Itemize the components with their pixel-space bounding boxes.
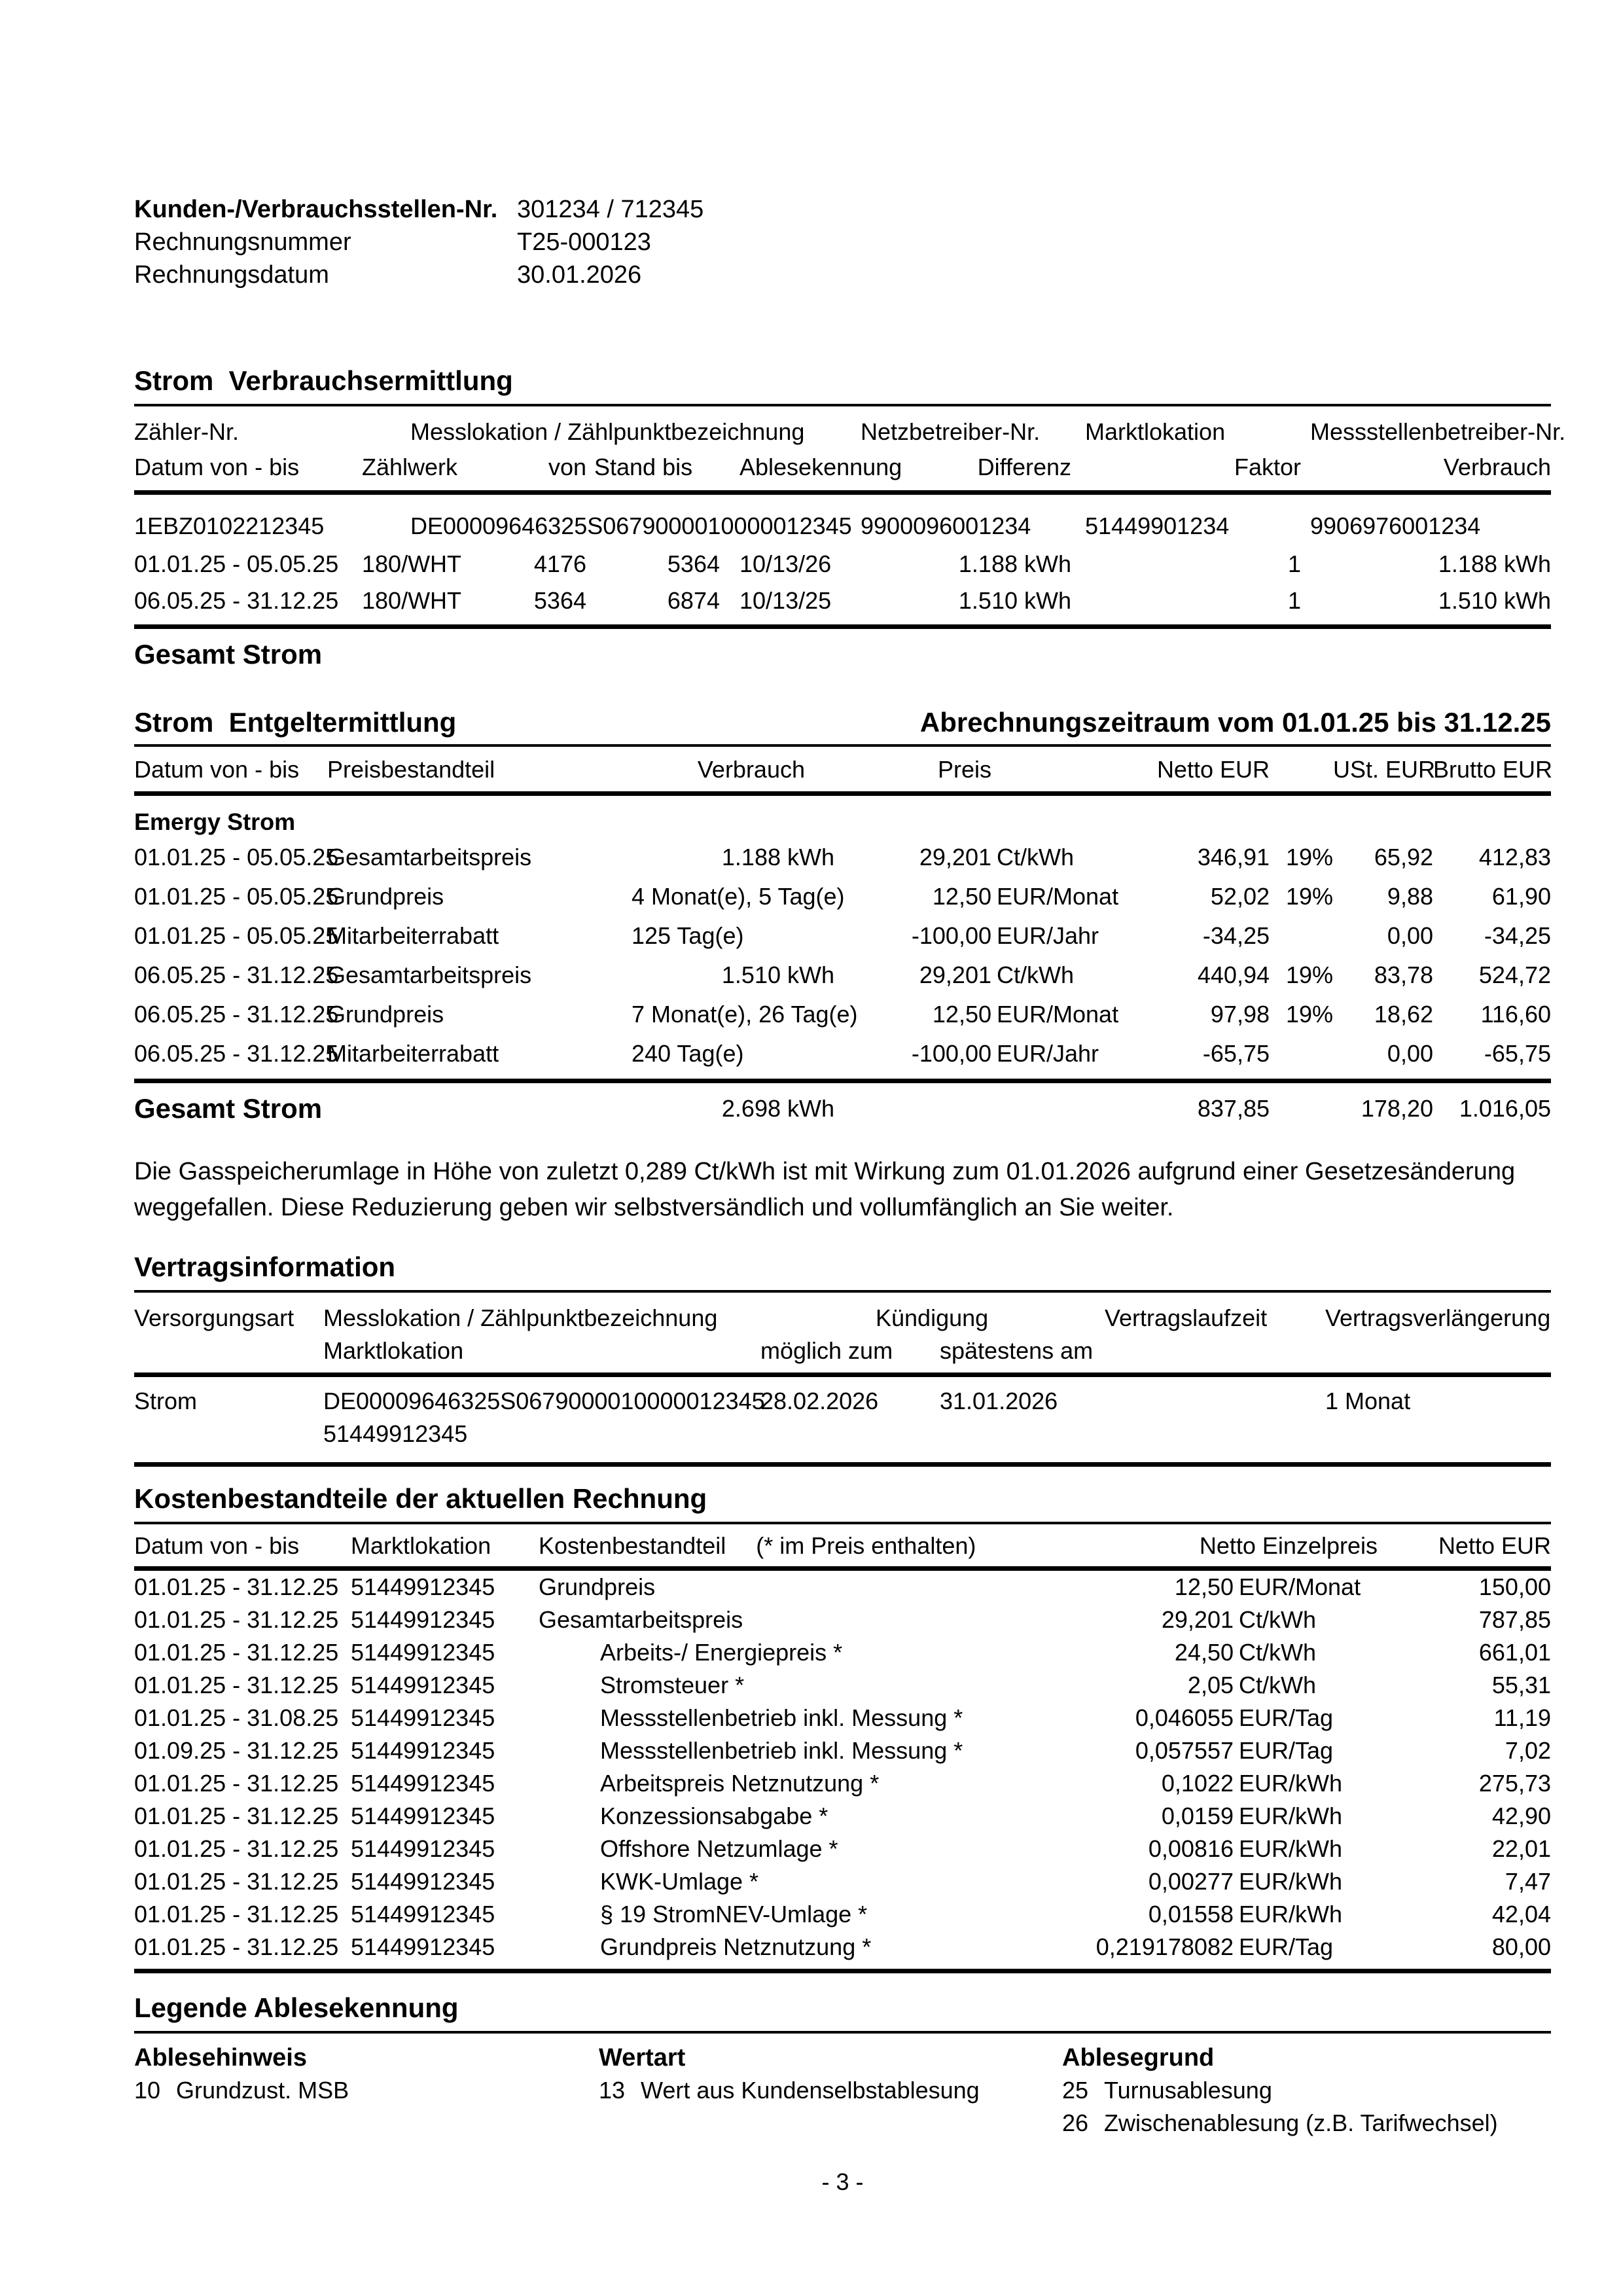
cell-einheit: Ct/kWh [1239, 1639, 1317, 1666]
cell-verbrauch: 240 Tag(e) [632, 1040, 744, 1067]
cell-differenz: 1.188 kWh [958, 550, 1071, 577]
cell-netto: 440,94 [1197, 961, 1270, 988]
cell-preis-einheit: EUR/Jahr [997, 1040, 1099, 1067]
cell-stand-von: 5364 [533, 587, 586, 614]
cell-brutto: 524,72 [1478, 961, 1551, 988]
cell-netto: 11,19 [1493, 1704, 1551, 1731]
cell-netto: 7,47 [1505, 1868, 1551, 1895]
section-head-entgeltermittlung [134, 706, 1551, 739]
cell-ust: 9,88 [1387, 883, 1433, 910]
cell-marktlokation: 51449912345 [351, 1573, 495, 1600]
divider [134, 1372, 1551, 1377]
verbrauch-header-row-2 [134, 450, 1551, 490]
charge-row [134, 877, 1551, 916]
cell-preis: 24,50 [1174, 1639, 1234, 1666]
spacer [134, 1418, 323, 1450]
col-vertragsverlaengerung: Vertragsverlängerung [1325, 1304, 1551, 1331]
cell-preisbestandteil: Grundpreis [327, 1001, 444, 1028]
cell-brutto: 61,90 [1491, 883, 1551, 910]
total-label: Gesamt Strom [134, 639, 323, 670]
cell-marktlokation: 51449912345 [351, 1606, 495, 1633]
meta-row-invoice-date [134, 259, 1551, 291]
verbrauch-total-row [134, 629, 1551, 677]
cost-row [134, 1734, 1551, 1767]
col-netto-einzelpreis: Netto Einzelpreis [1199, 1532, 1378, 1559]
legende-col-title: Ablesehinweis [134, 2044, 307, 2072]
cell-preis-einheit: Ct/kWh [997, 844, 1075, 870]
spacer [940, 1418, 1105, 1450]
cell-datum: 01.01.25 - 05.05.25 [134, 922, 339, 949]
spacer [1270, 1091, 1333, 1126]
cell-einheit: EUR/kWh [1239, 1835, 1343, 1862]
cell-netto: 7,02 [1505, 1737, 1551, 1764]
cell-preis-einheit: Ct/kWh [997, 961, 1075, 988]
legende-item [1062, 2074, 1551, 2107]
cell-preis: 0,0159 [1161, 1803, 1234, 1829]
col-marktlokation: Marktlokation [323, 1337, 464, 1364]
verbrauch-header-row-1 [134, 406, 1566, 450]
cost-row [134, 1898, 1551, 1931]
col-faktor: Faktor [1234, 454, 1301, 480]
legende-col-title: Wertart [599, 2044, 686, 2072]
cell-verbrauch: 1.188 kWh [1438, 550, 1551, 577]
invoice-number-label: Rechnungsnummer [134, 228, 351, 256]
cell-verbrauch: 125 Tag(e) [632, 922, 744, 949]
meta-row-invoice-number [134, 226, 1551, 259]
vertrag-header-row-2 [134, 1335, 1551, 1372]
cost-row [134, 1636, 1551, 1669]
spacer [991, 1091, 1122, 1126]
invoice-number-value: T25-000123 [517, 228, 651, 256]
cell-ust-satz [1270, 1034, 1333, 1073]
cell-netto: 42,04 [1491, 1901, 1551, 1928]
cell-preis: 0,00277 [1148, 1868, 1234, 1895]
cell-preis: -100,00 [911, 1040, 991, 1067]
cell-preisbestandteil: Grundpreis [327, 883, 444, 910]
divider [134, 490, 1551, 495]
cell-marktlokation: 51449912345 [351, 1835, 495, 1862]
cell-datum: 01.01.25 - 31.12.25 [134, 1901, 339, 1928]
cell-preis: 29,201 [1161, 1606, 1234, 1633]
cell-zaehlwerk: 180/WHT [362, 587, 462, 614]
legende-text: Zwischenablesung (z.B. Tarifwechsel) [1104, 2109, 1498, 2136]
cell-einheit: Ct/kWh [1239, 1672, 1317, 1698]
cell-marktlokation: 51449912345 [351, 1933, 495, 1960]
cell-netto: 52,02 [1210, 883, 1270, 910]
section-title-verbrauchsermittlung: Strom Verbrauchsermittlung [134, 365, 513, 396]
cell-ust: 83,78 [1374, 961, 1433, 988]
cell-datum: 06.05.25 - 31.12.25 [134, 1001, 339, 1028]
charge-row [134, 995, 1551, 1034]
cell-datum: 01.01.25 - 31.12.25 [134, 1803, 339, 1829]
col-spacer [1270, 755, 1333, 785]
col-marktlokation: Marktlokation [1085, 418, 1226, 445]
cell-marktlokation: 51449912345 [323, 1420, 468, 1447]
col-stand-von: von [548, 454, 586, 480]
section-title-entgeltermittlung: Strom Entgeltermittlung [134, 707, 457, 738]
col-verbrauch: Verbrauch [697, 756, 805, 783]
col-netto-eur: Netto EUR [1438, 1532, 1551, 1559]
cell-ust: 0,00 [1387, 1040, 1433, 1067]
cell-brutto: -34,25 [1484, 922, 1551, 949]
cell-bestandteil: Arbeits-/ Energiepreis * [600, 1639, 843, 1666]
zaehler-nr-value: 1EBZ0102212345 [134, 512, 325, 539]
cell-bestandteil: Messstellenbetrieb inkl. Messung * [600, 1704, 963, 1731]
legende-columns [134, 2034, 1551, 2140]
spacer [760, 1418, 940, 1450]
cell-ablesekennung: 10/13/25 [739, 587, 832, 614]
cell-netto: 80,00 [1491, 1933, 1551, 1960]
cell-zaehlwerk: 180/WHT [362, 550, 462, 577]
spacer [134, 1335, 323, 1367]
cost-row [134, 1604, 1551, 1636]
cell-messlokation: DE00009646325S0679000010000012345 [323, 1388, 765, 1414]
cell-ust-satz: 19% [1285, 883, 1333, 910]
vertrag-header-row-1 [134, 1293, 1551, 1335]
col-moeglich-zum: möglich zum [760, 1337, 893, 1364]
divider [134, 1566, 1551, 1571]
cell-vertragsverlaengerung: 1 Monat [1325, 1388, 1411, 1414]
cell-preis: 0,219178082 [1096, 1933, 1234, 1960]
legende-text: Turnusablesung [1104, 2077, 1272, 2104]
legende-col-wertart [599, 2034, 1062, 2107]
col-kuendigung: Kündigung [876, 1304, 989, 1331]
cell-verbrauch: 1.510 kWh [721, 961, 834, 988]
spacer [1325, 1335, 1551, 1367]
cell-marktlokation: 51449912345 [351, 1770, 495, 1797]
cost-row [134, 1931, 1551, 1964]
col-datum-von-bis: Datum von - bis [134, 756, 300, 783]
total-label: Gesamt Strom [134, 1093, 323, 1124]
col-messstellenbetreiber-nr: Messstellenbetreiber-Nr. [1310, 418, 1566, 445]
cell-einheit: EUR/kWh [1239, 1901, 1343, 1928]
cell-marktlokation: 51449912345 [351, 1803, 495, 1829]
netzbetreiber-value: 9900096001234 [861, 512, 1031, 539]
divider [134, 1969, 1551, 1973]
legende-item [1062, 2107, 1551, 2140]
cell-ust: 18,62 [1374, 1001, 1433, 1028]
cell-bestandteil: Arbeitspreis Netznutzung * [600, 1770, 880, 1797]
legende-text: Wert aus Kundenselbstablesung [641, 2077, 980, 2104]
spacer [1105, 1335, 1325, 1367]
cell-einheit: EUR/kWh [1239, 1770, 1343, 1797]
cell-ust-satz [1270, 916, 1333, 956]
cell-preis-einheit: EUR/Monat [997, 1001, 1119, 1028]
cell-datum: 01.01.25 - 05.05.25 [134, 550, 339, 577]
cell-datum: 01.01.25 - 31.12.25 [134, 1639, 339, 1666]
col-stand-bis: Stand bis [594, 454, 693, 480]
legende-item [599, 2074, 1062, 2107]
cell-datum: 06.05.25 - 31.12.25 [134, 1040, 339, 1067]
cell-bestandteil: Grundpreis [539, 1573, 656, 1600]
col-preisbestandteil: Preisbestandteil [327, 756, 495, 783]
section-title-legende: Legende Ablesekennung [134, 1992, 459, 2023]
cell-einheit: EUR/kWh [1239, 1868, 1343, 1895]
cell-preis: 12,50 [1174, 1573, 1234, 1600]
cell-preis: 29,201 [919, 844, 991, 870]
cell-preis: 0,046055 [1135, 1704, 1234, 1731]
col-kostenbestandteil [539, 1531, 1044, 1561]
cell-netto: 661,01 [1478, 1639, 1551, 1666]
col-brutto-eur: Brutto EUR [1433, 756, 1553, 783]
total-ust: 178,20 [1361, 1095, 1433, 1122]
cell-preis: 0,00816 [1148, 1835, 1234, 1862]
cell-einheit: EUR/Tag [1239, 1704, 1334, 1731]
cell-marktlokation: 51449912345 [351, 1901, 495, 1928]
cell-netto: 97,98 [1210, 1001, 1270, 1028]
divider [134, 1462, 1551, 1467]
legende-text: Grundzust. MSB [176, 2077, 349, 2104]
legende-code: 25 [1062, 2077, 1089, 2104]
spacer [1105, 1385, 1325, 1418]
cell-einheit: EUR/Tag [1239, 1737, 1334, 1764]
cell-preis: 0,057557 [1135, 1737, 1234, 1764]
charge-row [134, 916, 1551, 956]
col-spacer [991, 755, 1122, 785]
cell-bestandteil: Gesamtarbeitspreis [539, 1606, 743, 1633]
cell-marktlokation: 51449912345 [351, 1868, 495, 1895]
cost-row [134, 1767, 1551, 1800]
cell-netto: 787,85 [1478, 1606, 1551, 1633]
cost-row [134, 1865, 1551, 1898]
col-netzbetreiber-nr: Netzbetreiber-Nr. [861, 418, 1041, 445]
cell-datum: 01.01.25 - 31.12.25 [134, 1835, 339, 1862]
divider [134, 624, 1551, 629]
col-marktlokation: Marktlokation [351, 1532, 491, 1559]
cell-netto: 150,00 [1478, 1573, 1551, 1600]
cell-datum: 01.09.25 - 31.12.25 [134, 1737, 339, 1764]
contract-row-marktlokation [134, 1418, 1551, 1457]
cell-bestandteil: Offshore Netzumlage * [600, 1835, 838, 1862]
cell-datum: 01.01.25 - 31.12.25 [134, 1868, 339, 1895]
cell-preis-einheit: EUR/Jahr [997, 922, 1099, 949]
divider [134, 1079, 1551, 1083]
meta-row-customer-number [134, 193, 1551, 226]
cell-bestandteil: § 19 StromNEV-Umlage * [600, 1901, 868, 1928]
messlokation-value: DE00009646325S0679000010000012345 [410, 512, 852, 539]
cell-preis: -100,00 [911, 922, 991, 949]
cell-preis: 29,201 [919, 961, 991, 988]
cell-einheit: EUR/Monat [1239, 1573, 1361, 1600]
col-ablesekennung: Ablesekennung [739, 454, 902, 480]
legende-col-ablesehinweis [134, 2034, 599, 2107]
legende-code: 13 [599, 2077, 626, 2104]
cell-bestandteil: Grundpreis Netznutzung * [600, 1933, 872, 1960]
invoice-date-label: Rechnungsdatum [134, 261, 329, 289]
col-kostenbestandteil-label: Kostenbestandteil [539, 1532, 726, 1559]
cost-row [134, 1571, 1551, 1604]
contract-row [134, 1377, 1551, 1418]
cell-datum: 01.01.25 - 05.05.25 [134, 883, 339, 910]
cost-row [134, 1800, 1551, 1833]
cell-brutto: -65,75 [1484, 1040, 1551, 1067]
cell-netto: 22,01 [1491, 1835, 1551, 1862]
cell-ust: 0,00 [1387, 922, 1433, 949]
cell-datum: 06.05.25 - 31.12.25 [134, 961, 339, 988]
cell-marktlokation: 51449912345 [351, 1704, 495, 1731]
cell-datum: 01.01.25 - 31.12.25 [134, 1573, 339, 1600]
cell-bestandteil: Stromsteuer * [600, 1672, 745, 1698]
col-zaehlwerk: Zählwerk [362, 454, 458, 480]
kosten-header-row [134, 1524, 1551, 1566]
cell-marktlokation: 51449912345 [351, 1672, 495, 1698]
cell-bestandteil: KWK-Umlage * [600, 1868, 759, 1895]
charge-row [134, 1034, 1551, 1073]
cell-netto: 55,31 [1491, 1672, 1551, 1698]
legende-code: 10 [134, 2077, 161, 2104]
cell-datum: 01.01.25 - 05.05.25 [134, 844, 339, 870]
cell-netto: 346,91 [1197, 844, 1270, 870]
col-netto-eur: Netto EUR [1156, 756, 1270, 783]
col-messlokation: Messlokation / Zählpunktbezeichnung [323, 1304, 718, 1331]
cell-preis: 12,50 [932, 1001, 991, 1028]
cell-preis: 0,01558 [1148, 1901, 1234, 1928]
gasspeicherumlage-note: Die Gasspeicherumlage in Höhe von zuletzt 0,289 Ct/kWh ist mit Wirkung zum 01.01.2026 aufgrund einer Gesetzesänderung weggefallen. Diese Reduzierung geben wir selbstversändlich und vollumfänglich an Sie weiter. [134, 1158, 1516, 1221]
cell-versorgungsart: Strom [134, 1388, 198, 1414]
customer-number-value: 301234 / 712345 [517, 196, 704, 223]
cell-netto: -34,25 [1202, 922, 1270, 949]
col-differenz: Differenz [977, 454, 1071, 480]
reading-row [134, 583, 1551, 619]
spacer [1105, 1418, 1325, 1450]
cell-verbrauch: 1.188 kWh [721, 844, 834, 870]
col-ust-eur: USt. EUR [1333, 756, 1436, 783]
cell-verbrauch: 4 Monat(e), 5 Tag(e) [632, 883, 845, 910]
tariff-group-label: Emergy Strom [134, 808, 296, 835]
cell-ust-satz: 19% [1285, 961, 1333, 988]
section-title-kostenbestandteile: Kostenbestandteile der aktuellen Rechnung [134, 1483, 707, 1514]
invoice-meta-block [134, 193, 1551, 291]
cell-einheit: Ct/kWh [1239, 1606, 1317, 1633]
charge-row [134, 956, 1551, 995]
charge-row [134, 838, 1551, 877]
cell-datum: 01.01.25 - 31.12.25 [134, 1933, 339, 1960]
cell-preisbestandteil: Mitarbeiterrabatt [327, 922, 499, 949]
col-datum-von-bis: Datum von - bis [134, 1532, 300, 1559]
col-versorgungsart: Versorgungsart [134, 1304, 294, 1331]
total-brutto: 1.016,05 [1459, 1095, 1551, 1122]
cell-faktor: 1 [1287, 587, 1301, 614]
cell-faktor: 1 [1287, 550, 1301, 577]
invoice-date-value: 30.01.2026 [517, 261, 642, 289]
spacer [834, 1091, 991, 1126]
billing-period: Abrechnungszeitraum vom 01.01.25 bis 31.12.25 [919, 707, 1551, 738]
cell-einheit: EUR/Tag [1239, 1933, 1334, 1960]
entgelt-total-row [134, 1083, 1551, 1126]
col-zaehler-nr: Zähler-Nr. [134, 418, 240, 445]
cell-stand-von: 4176 [533, 550, 586, 577]
cell-marktlokation: 51449912345 [351, 1639, 495, 1666]
cell-differenz: 1.510 kWh [958, 587, 1071, 614]
cell-preis: 0,1022 [1161, 1770, 1234, 1797]
spacer [1325, 1418, 1551, 1450]
cell-datum: 01.01.25 - 31.12.25 [134, 1606, 339, 1633]
col-vertragslaufzeit: Vertragslaufzeit [1105, 1304, 1268, 1331]
cell-einheit: EUR/kWh [1239, 1803, 1343, 1829]
cell-moeglich-zum: 28.02.2026 [760, 1388, 879, 1414]
cell-verbrauch: 7 Monat(e), 26 Tag(e) [632, 1001, 858, 1028]
legende-col-title: Ablesegrund [1062, 2044, 1215, 2072]
col-verbrauch: Verbrauch [1443, 454, 1551, 480]
cell-ust-satz: 19% [1285, 1001, 1333, 1028]
divider [134, 791, 1551, 796]
cell-ust-satz: 19% [1285, 844, 1333, 870]
col-datum-von-bis: Datum von - bis [134, 454, 300, 480]
cost-row [134, 1669, 1551, 1702]
cell-marktlokation: 51449912345 [351, 1737, 495, 1764]
cell-netto: -65,75 [1202, 1040, 1270, 1067]
cell-datum: 01.01.25 - 31.12.25 [134, 1672, 339, 1698]
total-netto: 837,85 [1197, 1095, 1270, 1122]
legende-code: 26 [1062, 2109, 1089, 2136]
col-preis: Preis [937, 756, 991, 783]
cost-row [134, 1702, 1551, 1734]
cell-preisbestandteil: Mitarbeiterrabatt [327, 1040, 499, 1067]
cell-bestandteil: Konzessionsabgabe * [600, 1803, 828, 1829]
cell-brutto: 412,83 [1478, 844, 1551, 870]
customer-number-label: Kunden-/Verbrauchsstellen-Nr. [134, 196, 498, 223]
cell-datum: 01.01.25 - 31.08.25 [134, 1704, 339, 1731]
page-number: - 3 - [821, 2168, 864, 2195]
cell-ust: 65,92 [1374, 844, 1433, 870]
cell-verbrauch: 1.510 kWh [1438, 587, 1551, 614]
cell-datum: 06.05.25 - 31.12.25 [134, 587, 339, 614]
cell-ablesekennung: 10/13/26 [739, 550, 832, 577]
reading-row [134, 546, 1551, 583]
cell-preisbestandteil: Gesamtarbeitspreis [327, 961, 532, 988]
cell-brutto: 116,60 [1480, 1001, 1551, 1028]
section-title-vertragsinformation: Vertragsinformation [134, 1251, 396, 1282]
cell-stand-bis: 6874 [667, 587, 720, 614]
cell-netto: 42,90 [1491, 1803, 1551, 1829]
col-messlokation: Messlokation / Zählpunktbezeichnung [410, 418, 805, 445]
total-verbrauch: 2.698 kWh [721, 1095, 834, 1122]
cell-bestandteil: Messstellenbetrieb inkl. Messung * [600, 1737, 963, 1764]
cell-preis: 12,50 [932, 883, 991, 910]
cell-preis: 2,05 [1187, 1672, 1234, 1698]
legende-col-ablesegrund [1062, 2034, 1551, 2140]
cell-stand-bis: 5364 [667, 550, 720, 577]
legende-item [134, 2074, 599, 2107]
cell-netto: 275,73 [1478, 1770, 1551, 1797]
cell-spaetestens-am: 31.01.2026 [940, 1388, 1058, 1414]
cell-preisbestandteil: Gesamtarbeitspreis [327, 844, 532, 870]
messstellenbetreiber-value: 9906976001234 [1310, 512, 1481, 539]
entgelt-header-row [134, 747, 1551, 791]
cell-datum: 01.01.25 - 31.12.25 [134, 1770, 339, 1797]
col-spaetestens-am: spätestens am [940, 1337, 1094, 1364]
meter-identification-row [134, 495, 1551, 546]
col-preis-enthalten-hint: (* im Preis enthalten) [756, 1532, 976, 1559]
cell-preis-einheit: EUR/Monat [997, 883, 1119, 910]
marktlokation-value: 51449901234 [1085, 512, 1230, 539]
cost-row [134, 1833, 1551, 1865]
